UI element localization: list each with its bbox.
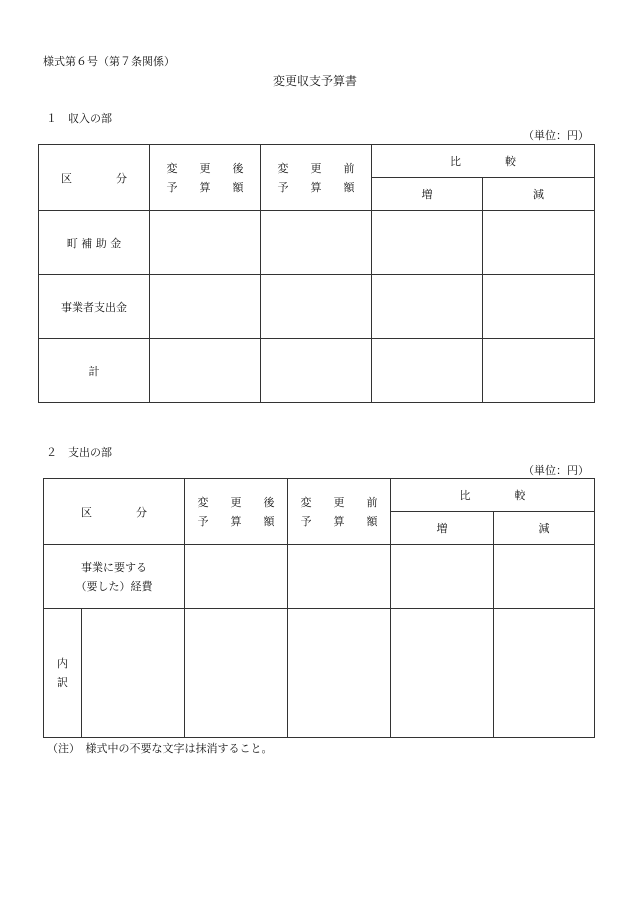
income-unit-label: （単位：円） — [523, 129, 589, 142]
document-title: 変更収支予算書 — [272, 74, 357, 88]
input-cell[interactable] — [82, 609, 185, 738]
expense-table — [43, 478, 595, 738]
expense-unit-label: （単位：円） — [523, 464, 589, 477]
input-cell[interactable] — [391, 609, 494, 738]
input-cell[interactable] — [391, 545, 494, 609]
income-table — [38, 144, 595, 403]
income-header-decrease: 減 — [483, 178, 595, 211]
row-label-town-subsidy: 町 補 助 金 — [39, 211, 150, 275]
income-section-title: １ 収入の部 — [46, 112, 112, 125]
input-cell[interactable] — [185, 609, 288, 738]
input-cell[interactable] — [372, 339, 483, 403]
expense-header-before: 変 更 前 予 算 額 — [288, 479, 391, 545]
input-cell[interactable] — [288, 609, 391, 738]
income-header-after: 変 更 後 予 算 額 — [150, 145, 261, 211]
income-header-compare: 比 較 — [372, 145, 595, 178]
input-cell[interactable] — [150, 211, 261, 275]
input-cell[interactable] — [494, 545, 595, 609]
expense-header-increase: 増 — [391, 512, 494, 545]
expense-section-title: ２ 支出の部 — [46, 446, 112, 459]
input-cell[interactable] — [185, 545, 288, 609]
expense-header-compare: 比 較 — [391, 479, 595, 512]
input-cell[interactable] — [483, 275, 595, 339]
input-cell[interactable] — [483, 339, 595, 403]
form-label: 様式第６号（第７条関係） — [43, 55, 175, 68]
table-row — [39, 275, 595, 339]
input-cell[interactable] — [261, 211, 372, 275]
input-cell[interactable] — [150, 339, 261, 403]
income-header-increase: 増 — [372, 178, 483, 211]
input-cell[interactable] — [288, 545, 391, 609]
income-header-category: 区 分 — [39, 145, 150, 211]
expense-header-decrease: 減 — [494, 512, 595, 545]
expense-header-after: 変 更 後 予 算 額 — [185, 479, 288, 545]
table-row — [44, 545, 595, 609]
income-header-before: 変 更 前 予 算 額 — [261, 145, 372, 211]
input-cell[interactable] — [372, 211, 483, 275]
table-row — [39, 339, 595, 403]
expense-header-category: 区 分 — [44, 479, 185, 545]
input-cell[interactable] — [494, 609, 595, 738]
input-cell[interactable] — [261, 339, 372, 403]
input-cell[interactable] — [483, 211, 595, 275]
table-row — [39, 211, 595, 275]
input-cell[interactable] — [261, 275, 372, 339]
table-row — [44, 609, 595, 738]
row-label-breakdown: 内 訳 — [44, 609, 82, 738]
input-cell[interactable] — [372, 275, 483, 339]
row-label-total: 計 — [39, 339, 150, 403]
row-label-operator-expenditure: 事業者支出金 — [39, 275, 150, 339]
footnote: （注） 様式中の不要な文字は抹消すること。 — [47, 742, 273, 755]
row-label-project-expenses: 事業に要する （要した）経費 — [44, 545, 185, 609]
input-cell[interactable] — [150, 275, 261, 339]
